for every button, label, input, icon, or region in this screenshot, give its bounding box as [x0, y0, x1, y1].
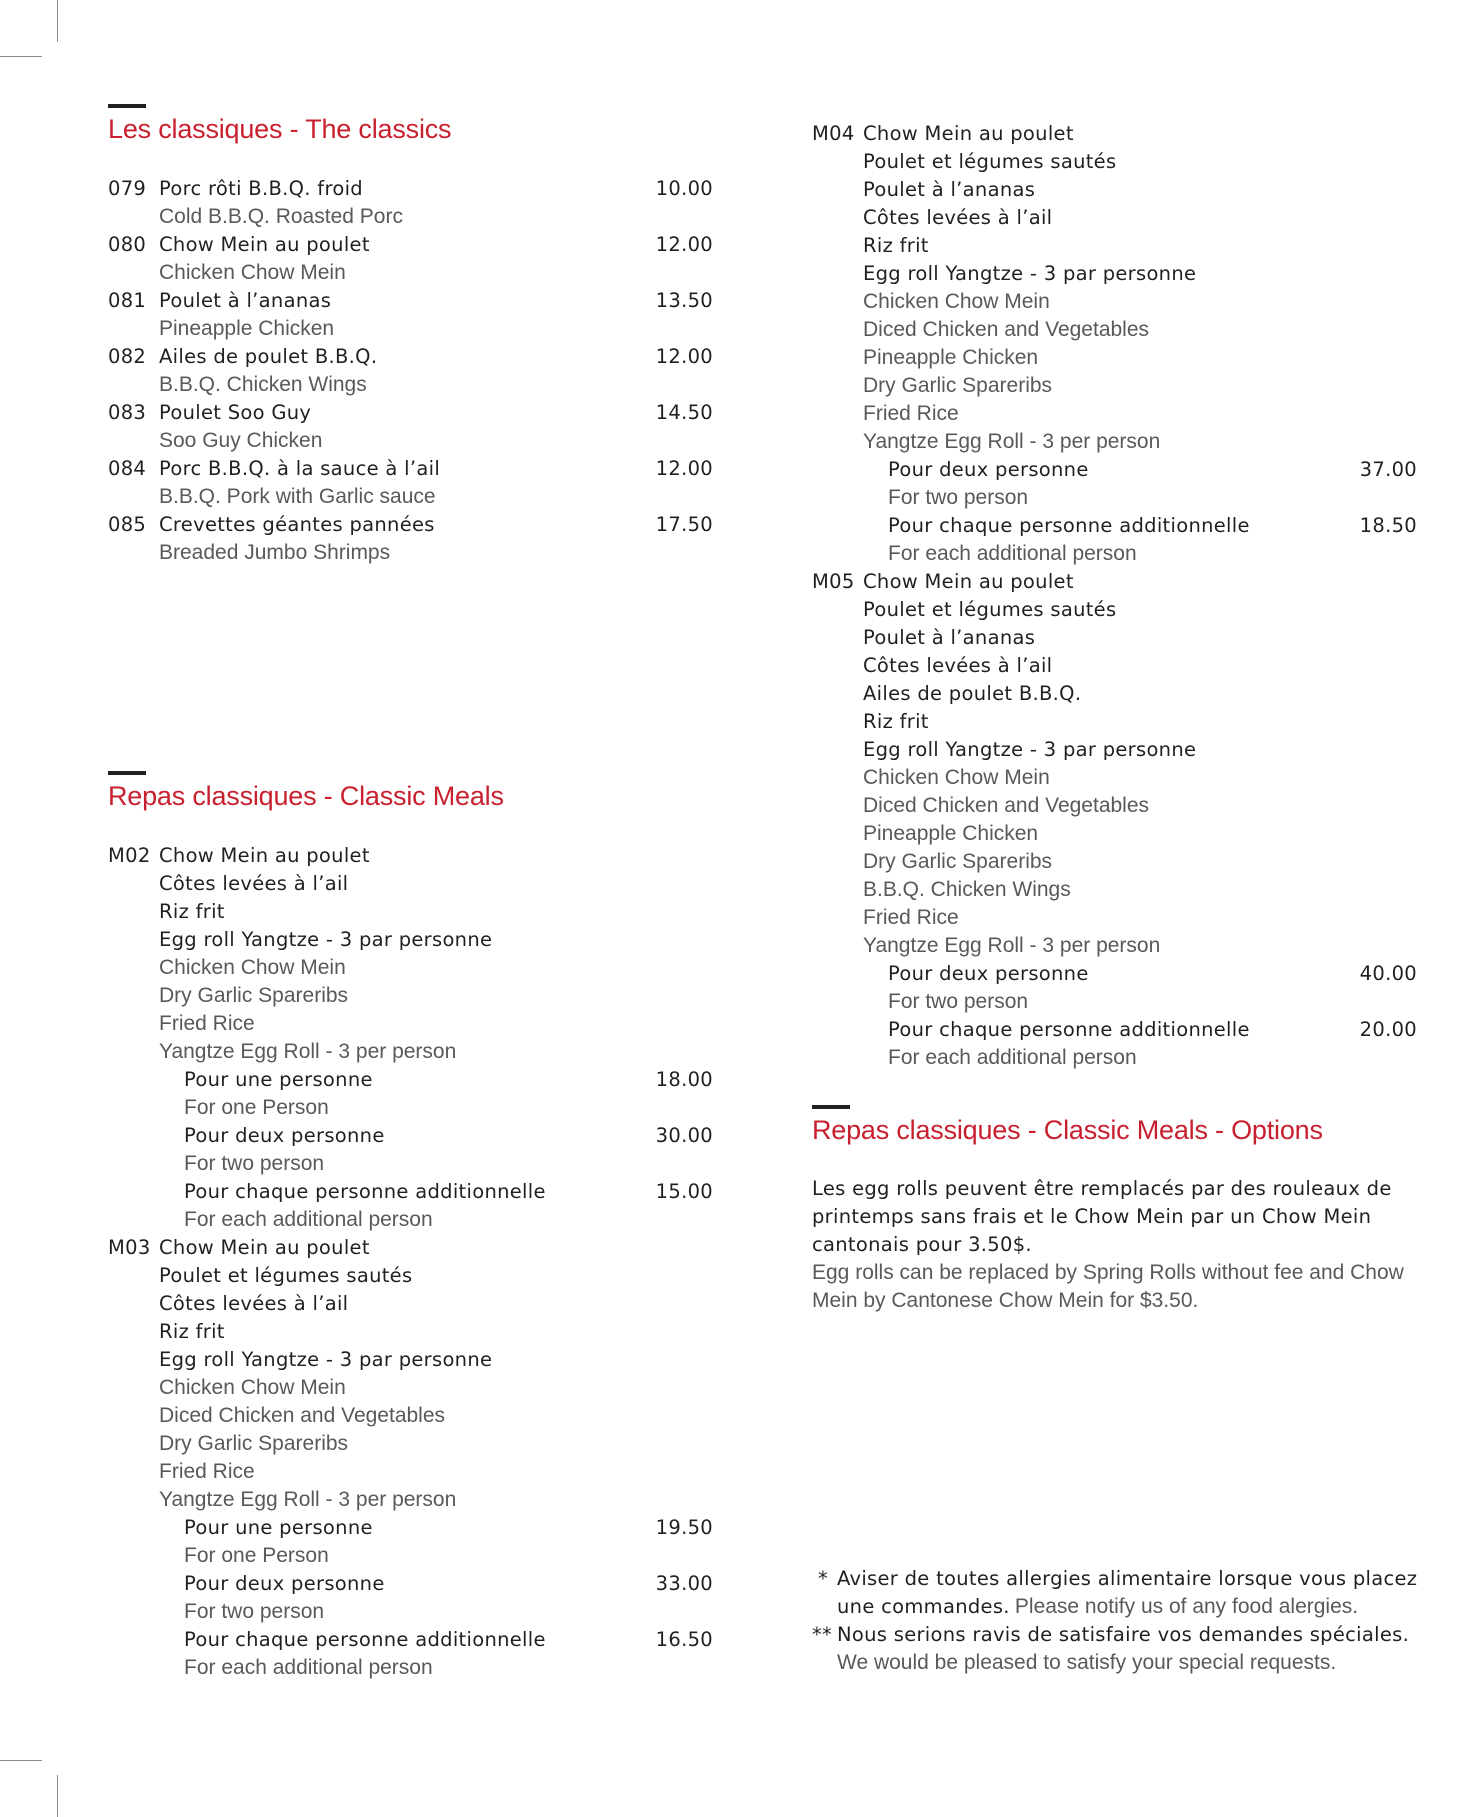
meal-price-row [812, 512, 1417, 540]
footnote-line [818, 1593, 1428, 1621]
meal-component-en: Fried Rice [159, 1460, 255, 1483]
options-text-fr: Les egg rolls peuvent être remplacés par des rouleaux de [812, 1177, 1392, 1200]
options-heading: Repas classiques - Classic Meals - Options [812, 1115, 1323, 1145]
item-name-fr: Ailes de poulet B.B.Q. [159, 345, 378, 368]
meal-component [108, 1234, 713, 1262]
options-text [812, 1175, 1417, 1315]
meal-component-en: B.B.Q. Chicken Wings [863, 878, 1071, 901]
meal-price-row [108, 1122, 713, 1150]
meals-heading: Repas classiques - Classic Meals [108, 781, 504, 811]
item-name-en: B.B.Q. Pork with Garlic sauce [159, 485, 436, 508]
item-code: 083 [108, 401, 147, 424]
meal-component [108, 926, 713, 954]
item-name-en: Soo Guy Chicken [159, 429, 323, 452]
meal-component-translation [812, 932, 1417, 960]
meal-price-row [108, 1626, 713, 1654]
meal-component-en: Chicken Chow Mein [863, 290, 1050, 313]
meal-component-en: Fried Rice [863, 906, 959, 929]
meal-price-label-en: For one Person [184, 1544, 329, 1567]
item-price: 13.50 [655, 289, 713, 312]
meal-component-en: Yangtze Egg Roll - 3 per person [159, 1488, 457, 1511]
meal-price-translation [812, 484, 1417, 512]
meal-component [108, 842, 713, 870]
meal-component-fr: Poulet et légumes sautés [159, 1264, 413, 1287]
meal-price: 30.00 [655, 1124, 713, 1147]
meal-component-en: Dry Garlic Spareribs [863, 374, 1053, 397]
meal-component-fr: Riz frit [159, 1320, 225, 1343]
meal-price-translation [108, 1206, 713, 1234]
item-code: 082 [108, 345, 147, 368]
meal-component-translation [812, 344, 1417, 372]
meal-component-fr: Riz frit [159, 900, 225, 923]
item-name-en: Chicken Chow Mein [159, 261, 346, 284]
menu-item-translation [108, 371, 713, 399]
meal-component-translation [812, 400, 1417, 428]
menu-item-translation [108, 483, 713, 511]
meal-component-translation [108, 1458, 713, 1486]
meal-component [812, 232, 1417, 260]
meal-price: 37.00 [1359, 458, 1417, 481]
item-price: 17.50 [655, 513, 713, 536]
meal-price-label-en: For each additional person [184, 1656, 433, 1679]
meal-price-translation [108, 1598, 713, 1626]
meal-component-fr: Riz frit [863, 234, 929, 257]
menu-item [108, 231, 713, 259]
meal-component [108, 1290, 713, 1318]
item-price: 10.00 [655, 177, 713, 200]
meal-price-translation [812, 988, 1417, 1016]
meal-component-fr: Chow Mein au poulet [159, 1236, 370, 1259]
meal-component [812, 624, 1417, 652]
meal-price-label-fr: Pour deux personne [888, 962, 1089, 985]
meal-price-label-fr: Pour deux personne [184, 1572, 385, 1595]
classics-list [108, 175, 713, 567]
crop-mark-top-left [0, 56, 42, 57]
meal-component-en: Diced Chicken and Vegetables [863, 318, 1150, 341]
meal-price-label-en: For each additional person [184, 1208, 433, 1231]
menu-item-translation [108, 259, 713, 287]
meal-price-row [812, 960, 1417, 988]
section-marker [108, 104, 146, 108]
meal-component-en: Yangtze Egg Roll - 3 per person [159, 1040, 457, 1063]
meal-component-translation [108, 1374, 713, 1402]
item-code: 081 [108, 289, 147, 312]
meal-price: 20.00 [1359, 1018, 1417, 1041]
meal-price-row [812, 1016, 1417, 1044]
meal-component-fr: Egg roll Yangtze - 3 par personne [863, 738, 1197, 761]
meal-component-translation [812, 428, 1417, 456]
meal-component-en: Dry Garlic Spareribs [159, 1432, 349, 1455]
crop-mark-bottom [57, 1775, 58, 1817]
meal-price: 16.50 [655, 1628, 713, 1651]
meal-component-en: Dry Garlic Spareribs [159, 984, 349, 1007]
meal-component [108, 898, 713, 926]
meal-component-fr: Chow Mein au poulet [863, 122, 1074, 145]
menu-item-translation [108, 427, 713, 455]
meal-price-label-en: For two person [888, 486, 1029, 509]
meal-component-translation [812, 876, 1417, 904]
meal-price-translation [812, 1044, 1417, 1072]
meal-component [108, 1318, 713, 1346]
meal-component-fr: Egg roll Yangtze - 3 par personne [159, 928, 493, 951]
item-name-fr: Chow Mein au poulet [159, 233, 370, 256]
meal-price-translation [812, 540, 1417, 568]
meal-component-en: Diced Chicken and Vegetables [159, 1404, 446, 1427]
footnote-continuation [837, 1593, 1358, 1622]
meal-component-translation [108, 1038, 713, 1066]
item-name-fr: Poulet à l’ananas [159, 289, 332, 312]
meal-component-en: Pineapple Chicken [863, 822, 1039, 845]
meal-component-fr: Poulet et légumes sautés [863, 598, 1117, 621]
meal-price-label-en: For two person [184, 1152, 325, 1175]
meal-component-translation [812, 316, 1417, 344]
item-code: 079 [108, 177, 147, 200]
meal-price-translation [108, 1654, 713, 1682]
meal-component-fr: Egg roll Yangtze - 3 par personne [863, 262, 1197, 285]
meal-component-en: Chicken Chow Mein [863, 766, 1050, 789]
meal-code: M03 [108, 1236, 151, 1259]
item-name-fr: Poulet Soo Guy [159, 401, 312, 424]
meal-price-row [108, 1066, 713, 1094]
options-text-fr: printemps sans frais et le Chow Mein par un Chow Mein [812, 1205, 1372, 1228]
meal-component-fr: Côtes levées à l’ail [159, 1292, 349, 1315]
meal-price-row [108, 1514, 713, 1542]
meal-component-translation [108, 1402, 713, 1430]
item-name-en: Breaded Jumbo Shrimps [159, 541, 391, 564]
meal-component [812, 120, 1417, 148]
meal-code: M04 [812, 122, 855, 145]
crop-mark-bottom-left [0, 1760, 42, 1761]
meal-component-fr: Chow Mein au poulet [863, 570, 1074, 593]
item-price: 12.00 [655, 233, 713, 256]
meal-component-fr: Côtes levées à l’ail [863, 206, 1053, 229]
footnote-text-fr: une commandes. [837, 1595, 1010, 1618]
meal-component-en: Yangtze Egg Roll - 3 per person [863, 934, 1161, 957]
item-code: 080 [108, 233, 147, 256]
meal-price: 40.00 [1359, 962, 1417, 985]
meal-component [812, 148, 1417, 176]
section-marker [812, 1105, 850, 1109]
item-name-fr: Porc B.B.Q. à la sauce à l’ail [159, 457, 441, 480]
meal-price-label-fr: Pour chaque personne additionnelle [888, 1018, 1250, 1041]
meal-component [108, 1262, 713, 1290]
meal-price-label-en: For each additional person [888, 542, 1137, 565]
meal-component-translation [108, 1486, 713, 1514]
meal-component-fr: Riz frit [863, 710, 929, 733]
footnote-mark: * [818, 1567, 829, 1590]
options-text-en: Egg rolls can be replaced by Spring Rolls without fee and Chow [812, 1261, 1404, 1284]
item-name-en: Cold B.B.Q. Roasted Porc [159, 205, 403, 228]
meal-price: 18.00 [655, 1068, 713, 1091]
options-text-en: Mein by Cantonese Chow Mein for $3.50. [812, 1289, 1199, 1312]
menu-item [108, 399, 713, 427]
meal-component-fr: Côtes levées à l’ail [159, 872, 349, 895]
meal-component-translation [108, 1430, 713, 1458]
meals-list-left [108, 842, 713, 1682]
meal-price-row [108, 1570, 713, 1598]
footnote-text-en: Please notify us of any food alergies. [1014, 1595, 1359, 1618]
meal-component [108, 1346, 713, 1374]
meal-component [108, 870, 713, 898]
classics-heading: Les classiques - The classics [108, 114, 452, 144]
meal-price-row [812, 456, 1417, 484]
menu-item [108, 175, 713, 203]
meal-code: M02 [108, 844, 151, 867]
meal-price-translation [108, 1542, 713, 1570]
meal-component-translation [812, 792, 1417, 820]
footnote-line [818, 1649, 1428, 1677]
footnote-mark: ** [812, 1623, 833, 1646]
meal-price-label-fr: Pour chaque personne additionnelle [888, 514, 1250, 537]
item-price: 12.00 [655, 457, 713, 480]
meal-component [812, 176, 1417, 204]
meal-component-fr: Chow Mein au poulet [159, 844, 370, 867]
meal-price-label-en: For two person [888, 990, 1029, 1013]
menu-item [108, 343, 713, 371]
meal-price: 33.00 [655, 1572, 713, 1595]
menu-item-translation [108, 315, 713, 343]
options-text-fr: cantonais pour 3.50$. [812, 1233, 1032, 1256]
item-code: 084 [108, 457, 147, 480]
menu-item-translation [108, 539, 713, 567]
meal-component [812, 260, 1417, 288]
meal-component [812, 736, 1417, 764]
footnote-text-fr: Aviser de toutes allergies alimentaire lorsque vous placez [837, 1567, 1418, 1590]
meal-component-en: Diced Chicken and Vegetables [863, 794, 1150, 817]
meal-component-translation [812, 904, 1417, 932]
meal-component [812, 204, 1417, 232]
meal-component [812, 596, 1417, 624]
meal-component-translation [108, 954, 713, 982]
meals-list-right [812, 120, 1417, 1072]
meal-component-translation [812, 288, 1417, 316]
meal-price-translation [108, 1094, 713, 1122]
item-price: 14.50 [655, 401, 713, 424]
meal-price-row [108, 1178, 713, 1206]
item-name-en: B.B.Q. Chicken Wings [159, 373, 367, 396]
meal-component-en: Pineapple Chicken [863, 346, 1039, 369]
item-code: 085 [108, 513, 147, 536]
item-price: 12.00 [655, 345, 713, 368]
menu-item-translation [108, 203, 713, 231]
meal-code: M05 [812, 570, 855, 593]
footnote-line [818, 1565, 1428, 1593]
meal-price-label-fr: Pour deux personne [888, 458, 1089, 481]
meal-price-label-en: For one Person [184, 1096, 329, 1119]
meal-component-en: Chicken Chow Mein [159, 956, 346, 979]
meal-component-en: Chicken Chow Mein [159, 1376, 346, 1399]
meal-component-en: Fried Rice [863, 402, 959, 425]
item-name-fr: Porc rôti B.B.Q. froid [159, 177, 363, 200]
meal-component-en: Yangtze Egg Roll - 3 per person [863, 430, 1161, 453]
footnote-line [812, 1621, 1428, 1649]
section-marker [108, 771, 146, 775]
meal-component-translation [812, 820, 1417, 848]
item-name-fr: Crevettes géantes pannées [159, 513, 435, 536]
meal-component-fr: Poulet à l’ananas [863, 178, 1036, 201]
meal-component-en: Dry Garlic Spareribs [863, 850, 1053, 873]
menu-item [108, 455, 713, 483]
meal-price: 19.50 [655, 1516, 713, 1539]
meal-component-en: Fried Rice [159, 1012, 255, 1035]
meal-price-label-en: For two person [184, 1600, 325, 1623]
footnote-text-en: We would be pleased to satisfy your special requests. [837, 1651, 1337, 1674]
meal-component-fr: Poulet à l’ananas [863, 626, 1036, 649]
meal-price-label-fr: Pour chaque personne additionnelle [184, 1628, 546, 1651]
footnotes [812, 1565, 1428, 1677]
menu-item [108, 511, 713, 539]
meal-price-label-fr: Pour une personne [184, 1516, 373, 1539]
meal-component-translation [108, 982, 713, 1010]
meal-price-translation [108, 1150, 713, 1178]
meal-component-translation [108, 1010, 713, 1038]
meal-component-translation [812, 848, 1417, 876]
meal-price: 15.00 [655, 1180, 713, 1203]
meal-price-label-fr: Pour chaque personne additionnelle [184, 1180, 546, 1203]
meal-component-translation [812, 764, 1417, 792]
meal-price: 18.50 [1359, 514, 1417, 537]
item-name-en: Pineapple Chicken [159, 317, 335, 340]
meal-price-label-fr: Pour une personne [184, 1068, 373, 1091]
meal-price-label-fr: Pour deux personne [184, 1124, 385, 1147]
meal-component-fr: Egg roll Yangtze - 3 par personne [159, 1348, 493, 1371]
meal-component [812, 708, 1417, 736]
meal-component [812, 652, 1417, 680]
meal-component [812, 568, 1417, 596]
crop-mark-top [57, 0, 58, 42]
meal-price-label-en: For each additional person [888, 1046, 1137, 1069]
meal-component-translation [812, 372, 1417, 400]
meal-component-fr: Poulet et légumes sautés [863, 150, 1117, 173]
meal-component-fr: Côtes levées à l’ail [863, 654, 1053, 677]
meal-component [812, 680, 1417, 708]
menu-item [108, 287, 713, 315]
meal-component-fr: Ailes de poulet B.B.Q. [863, 682, 1082, 705]
footnote-text-fr: Nous serions ravis de satisfaire vos demandes spéciales. [837, 1623, 1410, 1646]
